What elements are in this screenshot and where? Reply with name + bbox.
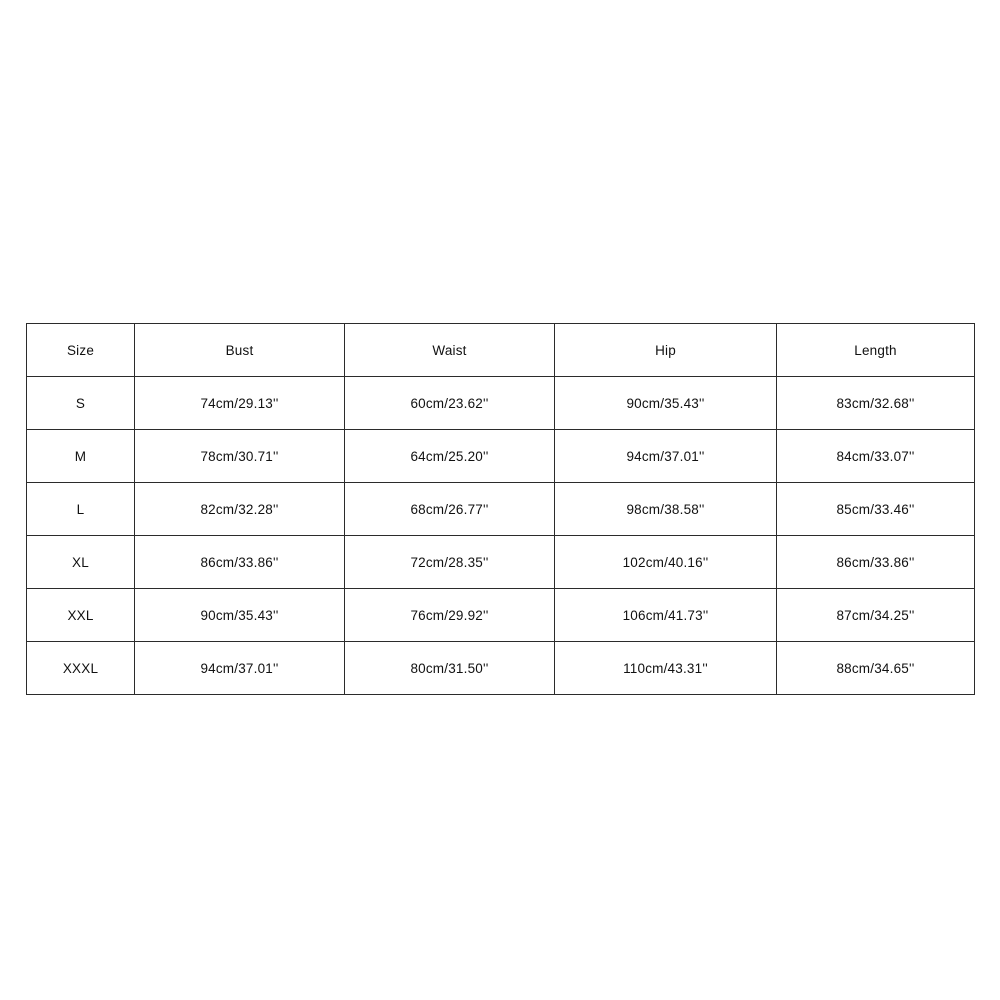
cell-hip: 94cm/37.01'' xyxy=(555,430,777,483)
cell-waist: 76cm/29.92'' xyxy=(345,589,555,642)
table-row xyxy=(27,536,975,589)
cell-bust: 78cm/30.71'' xyxy=(135,430,345,483)
cell-hip: 106cm/41.73'' xyxy=(555,589,777,642)
cell-length: 85cm/33.46'' xyxy=(777,483,975,536)
cell-length: 86cm/33.86'' xyxy=(777,536,975,589)
column-header-waist: Waist xyxy=(345,324,555,377)
cell-hip: 110cm/43.31'' xyxy=(555,642,777,695)
cell-size: XL xyxy=(27,536,135,589)
cell-bust: 90cm/35.43'' xyxy=(135,589,345,642)
column-header-length: Length xyxy=(777,324,975,377)
cell-bust: 74cm/29.13'' xyxy=(135,377,345,430)
cell-bust: 86cm/33.86'' xyxy=(135,536,345,589)
size-chart-container xyxy=(26,323,974,695)
size-chart-table xyxy=(26,323,975,695)
column-header-size: Size xyxy=(27,324,135,377)
cell-waist: 80cm/31.50'' xyxy=(345,642,555,695)
table-row xyxy=(27,589,975,642)
cell-size: M xyxy=(27,430,135,483)
table-row xyxy=(27,642,975,695)
cell-length: 83cm/32.68'' xyxy=(777,377,975,430)
table-row xyxy=(27,377,975,430)
cell-size: XXXL xyxy=(27,642,135,695)
cell-length: 84cm/33.07'' xyxy=(777,430,975,483)
cell-waist: 68cm/26.77'' xyxy=(345,483,555,536)
column-header-bust: Bust xyxy=(135,324,345,377)
cell-length: 87cm/34.25'' xyxy=(777,589,975,642)
cell-bust: 94cm/37.01'' xyxy=(135,642,345,695)
cell-hip: 98cm/38.58'' xyxy=(555,483,777,536)
cell-length: 88cm/34.65'' xyxy=(777,642,975,695)
cell-size: S xyxy=(27,377,135,430)
table-row xyxy=(27,430,975,483)
table-row xyxy=(27,483,975,536)
cell-hip: 102cm/40.16'' xyxy=(555,536,777,589)
cell-waist: 72cm/28.35'' xyxy=(345,536,555,589)
cell-size: L xyxy=(27,483,135,536)
cell-waist: 60cm/23.62'' xyxy=(345,377,555,430)
cell-bust: 82cm/32.28'' xyxy=(135,483,345,536)
cell-hip: 90cm/35.43'' xyxy=(555,377,777,430)
cell-size: XXL xyxy=(27,589,135,642)
table-header-row xyxy=(27,324,975,377)
column-header-hip: Hip xyxy=(555,324,777,377)
table-header xyxy=(27,324,975,377)
table-body xyxy=(27,377,975,695)
cell-waist: 64cm/25.20'' xyxy=(345,430,555,483)
